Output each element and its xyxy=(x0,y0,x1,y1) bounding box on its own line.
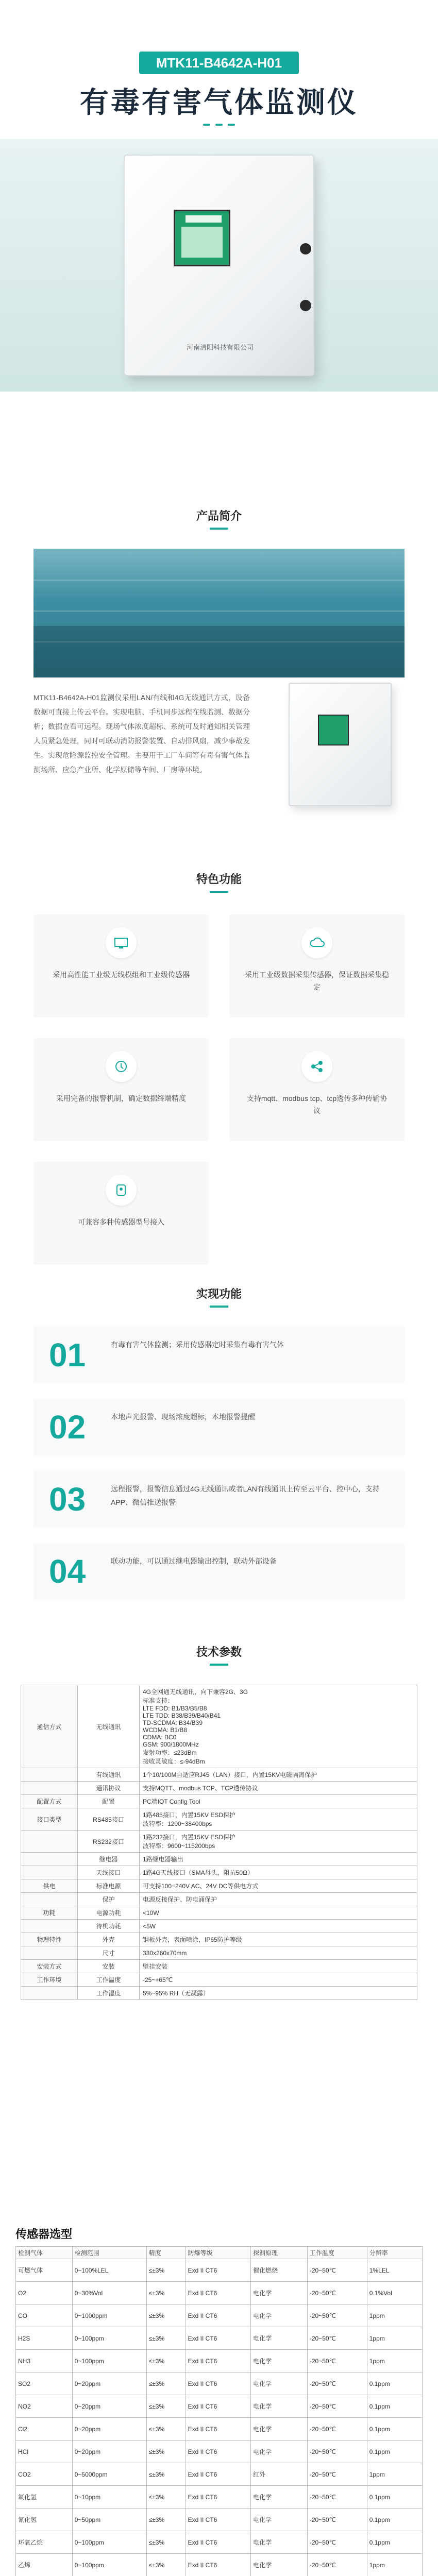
sensor-row xyxy=(16,2441,423,2463)
spec-row xyxy=(21,1768,417,1782)
sensor-cell: Exd II CT6 xyxy=(186,2486,250,2509)
sensor-row xyxy=(16,2327,423,2350)
sensor-cell: 1ppm xyxy=(367,2554,422,2576)
spec-sub-label: 电源功耗 xyxy=(78,1906,140,1920)
sensor-cell: 电化学 xyxy=(251,2327,308,2350)
spec-value: 支持MQTT、modbus TCP、TCP透传协议 xyxy=(140,1782,417,1795)
sensor-cell: 电化学 xyxy=(251,2372,308,2395)
sensor-cell: 0~20ppm xyxy=(72,2372,146,2395)
section-title-spec: 技术参数 xyxy=(0,1643,438,1666)
sensor-icon xyxy=(106,1175,137,1206)
spec-label xyxy=(21,1987,78,2000)
feature-text: 可兼容多种传感器型号接入 xyxy=(78,1218,164,1226)
spec-row xyxy=(21,1973,417,1987)
sensor-cell: 电化学 xyxy=(251,2282,308,2304)
sensor-cell: 0~100ppm xyxy=(72,2531,146,2554)
sensor-cell: -20~50℃ xyxy=(307,2282,367,2304)
sensor-cell: Cl2 xyxy=(16,2418,73,2441)
sensor-cell: Exd II CT6 xyxy=(186,2441,250,2463)
sensor-cell: 0.1ppm xyxy=(367,2509,422,2531)
spec-sub-label: 待机功耗 xyxy=(78,1920,140,1933)
spec-row xyxy=(21,1795,417,1808)
hero xyxy=(0,0,438,392)
sensor-cell: 0~100ppm xyxy=(72,2350,146,2372)
sensor-cell: 0~20ppm xyxy=(72,2441,146,2463)
sensor-row xyxy=(16,2531,423,2554)
spec-sub-label: 保护 xyxy=(78,1893,140,1906)
sensor-header: 检测气体 xyxy=(16,2247,73,2259)
spec-row xyxy=(21,1893,417,1906)
spec-value: -25~+65℃ xyxy=(140,1973,417,1987)
sensor-cell: ≤±3% xyxy=(146,2418,186,2441)
sensor-cell: 0.1ppm xyxy=(367,2372,422,2395)
spec-row xyxy=(21,1808,417,1831)
spec-sub-label: 外壳 xyxy=(78,1933,140,1946)
feature-text: 采用高性能工业级无线模组和工业级传感器 xyxy=(53,971,190,979)
section-title-intro: 产品简介 xyxy=(0,507,438,530)
sensor-row xyxy=(16,2486,423,2509)
sensor-cell: 1%LEL xyxy=(367,2259,422,2282)
sensor-cell: ≤±3% xyxy=(146,2441,186,2463)
implement-item xyxy=(33,1471,405,1528)
sensor-cell: -20~50℃ xyxy=(307,2554,367,2576)
sensor-cell: ≤±3% xyxy=(146,2259,186,2282)
sensor-section-title: 传感器选型 xyxy=(15,2228,73,2241)
feature-text: 支持mqtt、modbus tcp、tcp透传多种传输协议 xyxy=(246,1094,388,1115)
sensor-cell: -20~50℃ xyxy=(307,2486,367,2509)
sensor-cell: 0~50ppm xyxy=(72,2509,146,2531)
spec-sub-label: 配置 xyxy=(78,1795,140,1808)
sensor-cell: -20~50℃ xyxy=(307,2304,367,2327)
sensor-header: 分辨率 xyxy=(367,2247,422,2259)
sensor-cell: Exd II CT6 xyxy=(186,2395,250,2418)
sensor-cell: NO2 xyxy=(16,2395,73,2418)
spec-sub-label: 安装 xyxy=(78,1960,140,1973)
sensor-header: 工作温度 xyxy=(307,2247,367,2259)
spec-label xyxy=(21,1831,78,1853)
implement-text: 本地声光报警、现场浓度超标，本地报警提醒 xyxy=(111,1413,255,1421)
spec-row xyxy=(21,1987,417,2000)
sensor-cell: 可燃气体 xyxy=(16,2259,73,2282)
sensor-cell: ≤±3% xyxy=(146,2304,186,2327)
implement-item xyxy=(33,1399,405,1455)
spec-label xyxy=(21,1920,78,1933)
implement-text: 有毒有害气体监测；采用传感器定时采集有毒有害气体 xyxy=(111,1341,284,1349)
sensor-cell: 0~10ppm xyxy=(72,2486,146,2509)
sensor-table xyxy=(15,2246,423,2576)
sensor-cell: 0~20ppm xyxy=(72,2395,146,2418)
sensor-row xyxy=(16,2395,423,2418)
spec-row xyxy=(21,1946,417,1960)
spec-label xyxy=(21,1893,78,1906)
sensor-row xyxy=(16,2350,423,2372)
sensor-cell: Exd II CT6 xyxy=(186,2304,250,2327)
spec-table xyxy=(21,1685,417,2000)
sensor-cell: -20~50℃ xyxy=(307,2372,367,2395)
spec-sub-label: 通讯协议 xyxy=(78,1782,140,1795)
sensor-cell: O2 xyxy=(16,2282,73,2304)
sensor-cell: -20~50℃ xyxy=(307,2327,367,2350)
feature-card xyxy=(229,914,405,1018)
sensor-cell: ≤±3% xyxy=(146,2486,186,2509)
platform-icon xyxy=(106,927,137,958)
spec-value: 1路继电器输出 xyxy=(140,1853,417,1866)
spec-row xyxy=(21,1920,417,1933)
protocol-icon xyxy=(301,1051,332,1082)
spec-value: 4G全网通无线通讯，向下兼容2G、3G 标准支持： LTE FDD: B1/B3/B5/B8 LTE TDD: B38/B39/B40/B41 TD-SCDMA: B34/B39 WCDMA: B1/B8 CDMA: BC0 GSM: 900/1800MHz 发射功率：≤23dBm 接收灵敏度：≤-94dBm xyxy=(140,1685,417,1768)
spec-sub-label: 尺寸 xyxy=(78,1946,140,1960)
sensor-header: 探测原理 xyxy=(251,2247,308,2259)
sensor-cell: 0~100ppm xyxy=(72,2554,146,2576)
spec-label: 工作环境 xyxy=(21,1973,78,1987)
sensor-cell: Exd II CT6 xyxy=(186,2418,250,2441)
spec-sub-label: 有线通讯 xyxy=(78,1768,140,1782)
spec-label xyxy=(21,1853,78,1866)
spec-value: 330x260x70mm xyxy=(140,1946,417,1960)
spec-row xyxy=(21,1853,417,1866)
sensor-cell: Exd II CT6 xyxy=(186,2531,250,2554)
sensor-cell: ≤±3% xyxy=(146,2463,186,2486)
sensor-cell: -20~50℃ xyxy=(307,2350,367,2372)
sensor-cell: -20~50℃ xyxy=(307,2463,367,2486)
sensor-cell: -20~50℃ xyxy=(307,2418,367,2441)
spec-sub-label: RS232接口 xyxy=(78,1831,140,1853)
spec-sub-label: 工作温度 xyxy=(78,1973,140,1987)
sensor-row xyxy=(16,2304,423,2327)
spec-label xyxy=(21,1866,78,1879)
sensor-cell: 电化学 xyxy=(251,2509,308,2531)
sensor-cell: 0~5000ppm xyxy=(72,2463,146,2486)
sensor-cell: 电化学 xyxy=(251,2418,308,2441)
device-port-icon xyxy=(300,243,311,255)
feature-card xyxy=(229,1038,405,1141)
spec-row xyxy=(21,1685,417,1768)
sensor-cell: 电化学 xyxy=(251,2531,308,2554)
spec-row xyxy=(21,1906,417,1920)
intro-description: MTK11-B4642A-H01监测仪采用LAN/有线和4G无线通讯方式，设备数据可直接上传云平台。实现电脑、手机同步远程在线监测、数据分析；数据查看可远程。现场气体浓度超标、系统可及时通知相关管理人员紧急处理，同时可联动消防报警装置、自动排风扇，减少事故发生。实现危险源监控安全管理。主要用于工厂车间等有毒有害气体监测场所、应急产业所、化学原储等车间、厂房等环境。 xyxy=(33,693,250,774)
sensor-cell: 0.1%Vol xyxy=(367,2282,422,2304)
sensor-cell: 0~1000ppm xyxy=(72,2304,146,2327)
sensor-cell: CO xyxy=(16,2304,73,2327)
implement-number: 04 xyxy=(49,1553,86,1590)
sensor-cell: 0~100ppm xyxy=(72,2327,146,2350)
sensor-cell: Exd II CT6 xyxy=(186,2259,250,2282)
sensor-cell: NH3 xyxy=(16,2350,73,2372)
spec-row xyxy=(21,1831,417,1853)
sensor-row xyxy=(16,2554,423,2576)
sensor-cell: ≤±3% xyxy=(146,2282,186,2304)
sensor-header: 检测范围 xyxy=(72,2247,146,2259)
feature-card xyxy=(33,914,209,1018)
spec-label xyxy=(21,1946,78,1960)
sensor-cell: 0.1ppm xyxy=(367,2395,422,2418)
spec-row xyxy=(21,1879,417,1893)
sensor-cell: Exd II CT6 xyxy=(186,2509,250,2531)
sensor-cell: Exd II CT6 xyxy=(186,2350,250,2372)
spec-value: <10W xyxy=(140,1906,417,1920)
sensor-header: 防爆等级 xyxy=(186,2247,250,2259)
sensor-row xyxy=(16,2282,423,2304)
sensor-cell: 1ppm xyxy=(367,2327,422,2350)
sensor-cell: 环氧乙烷 xyxy=(16,2531,73,2554)
sensor-cell: Exd II CT6 xyxy=(186,2282,250,2304)
spec-label: 供电 xyxy=(21,1879,78,1893)
sensor-row xyxy=(16,2463,423,2486)
spec-label: 通信方式 xyxy=(21,1685,78,1768)
sensor-row xyxy=(16,2259,423,2282)
sensor-cell: ≤±3% xyxy=(146,2350,186,2372)
spec-value: 1路485接口，内置15KV ESD保护 波特率：1200~38400bps xyxy=(140,1808,417,1831)
device-brand-text: 河南清阳科技有限公司 xyxy=(187,344,254,351)
section-title-implement: 实现功能 xyxy=(0,1285,438,1308)
sensor-cell: 红外 xyxy=(251,2463,308,2486)
sensor-cell: HCl xyxy=(16,2441,73,2463)
sensor-cell: -20~50℃ xyxy=(307,2395,367,2418)
feature-card xyxy=(33,1038,209,1141)
intro-factory-image xyxy=(33,549,405,677)
sensor-row xyxy=(16,2418,423,2441)
spec-label xyxy=(21,1782,78,1795)
section-title-features: 特色功能 xyxy=(0,871,438,893)
sensor-cell: ≤±3% xyxy=(146,2327,186,2350)
sensor-cell: -20~50℃ xyxy=(307,2441,367,2463)
implement-number: 02 xyxy=(49,1409,86,1446)
sensor-cell: ≤±3% xyxy=(146,2531,186,2554)
implement-text: 远程报警，报警信息通过4G无线通讯或者LAN有线通讯上传至云平台、控中心，支持APP、微信推送报警 xyxy=(111,1485,380,1506)
spec-value: 钢板外壳，表面喷涂，IP65防护等级 xyxy=(140,1933,417,1946)
implement-text: 联动功能，可以通过继电器输出控制，联动外部设备 xyxy=(111,1557,277,1565)
sensor-cell: 1ppm xyxy=(367,2304,422,2327)
device-screen xyxy=(174,210,230,266)
sensor-cell: -20~50℃ xyxy=(307,2259,367,2282)
sensor-cell: ≤±3% xyxy=(146,2554,186,2576)
sensor-cell: ≤±3% xyxy=(146,2509,186,2531)
spec-row xyxy=(21,1866,417,1879)
sensor-cell: 电化学 xyxy=(251,2486,308,2509)
sensor-cell: 氰化氢 xyxy=(16,2509,73,2531)
feature-text: 采用完备的报警机制，确定数据终端精度 xyxy=(56,1094,186,1103)
sensor-header: 精度 xyxy=(146,2247,186,2259)
sensor-cell: 1ppm xyxy=(367,2463,422,2486)
feature-text: 采用工业级数据采集传感器，保证数据采集稳定 xyxy=(245,971,389,991)
sensor-row xyxy=(16,2372,423,2395)
sensor-cell: ≤±3% xyxy=(146,2395,186,2418)
spec-sub-label: 天线接口 xyxy=(78,1866,140,1879)
sensor-cell: 0~20ppm xyxy=(72,2418,146,2441)
sensor-cell: Exd II CT6 xyxy=(186,2554,250,2576)
spec-sub-label: 无线通讯 xyxy=(78,1685,140,1768)
spec-sub-label: 标准电源 xyxy=(78,1879,140,1893)
sensor-cell: -20~50℃ xyxy=(307,2509,367,2531)
spec-label: 安装方式 xyxy=(21,1960,78,1973)
sensor-cell: Exd II CT6 xyxy=(186,2463,250,2486)
spec-value: 1个10/100M自适应RJ45（LAN）接口，内置15KV电磁隔离保护 xyxy=(140,1768,417,1782)
sensor-row xyxy=(16,2509,423,2531)
hero-title: 有毒有害气体监测仪 xyxy=(80,86,358,118)
sensor-cell: 电化学 xyxy=(251,2554,308,2576)
spec-value: 5%~95% RH（无凝露） xyxy=(140,1987,417,2000)
spec-value: 1路4G天线接口（SMA母头，阻抗50Ω） xyxy=(140,1866,417,1879)
sensor-cell: ≤±3% xyxy=(146,2372,186,2395)
sensor-cell: 电化学 xyxy=(251,2441,308,2463)
hero-dots xyxy=(201,124,237,127)
sensor-cell: 氟化氢 xyxy=(16,2486,73,2509)
implement-item xyxy=(33,1543,405,1600)
sensor-cell: SO2 xyxy=(16,2372,73,2395)
sensor-cell: 0.1ppm xyxy=(367,2531,422,2554)
sensor-cell: H2S xyxy=(16,2327,73,2350)
sensor-cell: 0.1ppm xyxy=(367,2418,422,2441)
spec-label: 接口类型 xyxy=(21,1808,78,1831)
sensor-cell: Exd II CT6 xyxy=(186,2372,250,2395)
hero-model-badge: MTK11-B4642A-H01 xyxy=(139,52,299,74)
sensor-cell: 0~30%Vol xyxy=(72,2282,146,2304)
spec-value: 电源反接保护、防电涌保护 xyxy=(140,1893,417,1906)
sensor-cell: 电化学 xyxy=(251,2304,308,2327)
spec-value: 1路232接口，内置15KV ESD保护 波特率：9600~115200bps xyxy=(140,1831,417,1853)
hero-device-image xyxy=(124,155,314,376)
sensor-cell: 0.1ppm xyxy=(367,2486,422,2509)
implement-number: 01 xyxy=(49,1336,86,1374)
spec-sub-label: RS485接口 xyxy=(78,1808,140,1831)
sensor-cell: 1ppm xyxy=(367,2350,422,2372)
alarm-icon xyxy=(106,1051,137,1082)
sensor-cell: Exd II CT6 xyxy=(186,2327,250,2350)
spec-row xyxy=(21,1933,417,1946)
cloud-icon xyxy=(301,927,332,958)
spec-label: 配置方式 xyxy=(21,1795,78,1808)
sensor-cell: 电化学 xyxy=(251,2395,308,2418)
sensor-cell: 催化燃烧 xyxy=(251,2259,308,2282)
implement-number: 03 xyxy=(49,1481,86,1518)
spec-sub-label: 继电器 xyxy=(78,1853,140,1866)
sensor-cell: 0.1ppm xyxy=(367,2441,422,2463)
sensor-cell: 电化学 xyxy=(251,2350,308,2372)
spec-sub-label: 工作湿度 xyxy=(78,1987,140,2000)
spec-row xyxy=(21,1960,417,1973)
sensor-cell: 0~100%LEL xyxy=(72,2259,146,2282)
spec-value: <5W xyxy=(140,1920,417,1933)
sensor-cell: 乙烯 xyxy=(16,2554,73,2576)
spec-value: PC端IOT Config Tool xyxy=(140,1795,417,1808)
implement-item xyxy=(33,1327,405,1383)
spec-label: 物理特性 xyxy=(21,1933,78,1946)
sensor-cell: -20~50℃ xyxy=(307,2531,367,2554)
spec-label: 功耗 xyxy=(21,1906,78,1920)
spec-value: 可支持100~240V AC、24V DC等供电方式 xyxy=(140,1879,417,1893)
sensor-cell: CO2 xyxy=(16,2463,73,2486)
feature-card xyxy=(33,1162,209,1265)
spec-row xyxy=(21,1782,417,1795)
intro-device-image xyxy=(289,683,392,806)
spec-label xyxy=(21,1768,78,1782)
spec-value: 壁挂安装 xyxy=(140,1960,417,1973)
device-port-icon xyxy=(300,300,311,311)
